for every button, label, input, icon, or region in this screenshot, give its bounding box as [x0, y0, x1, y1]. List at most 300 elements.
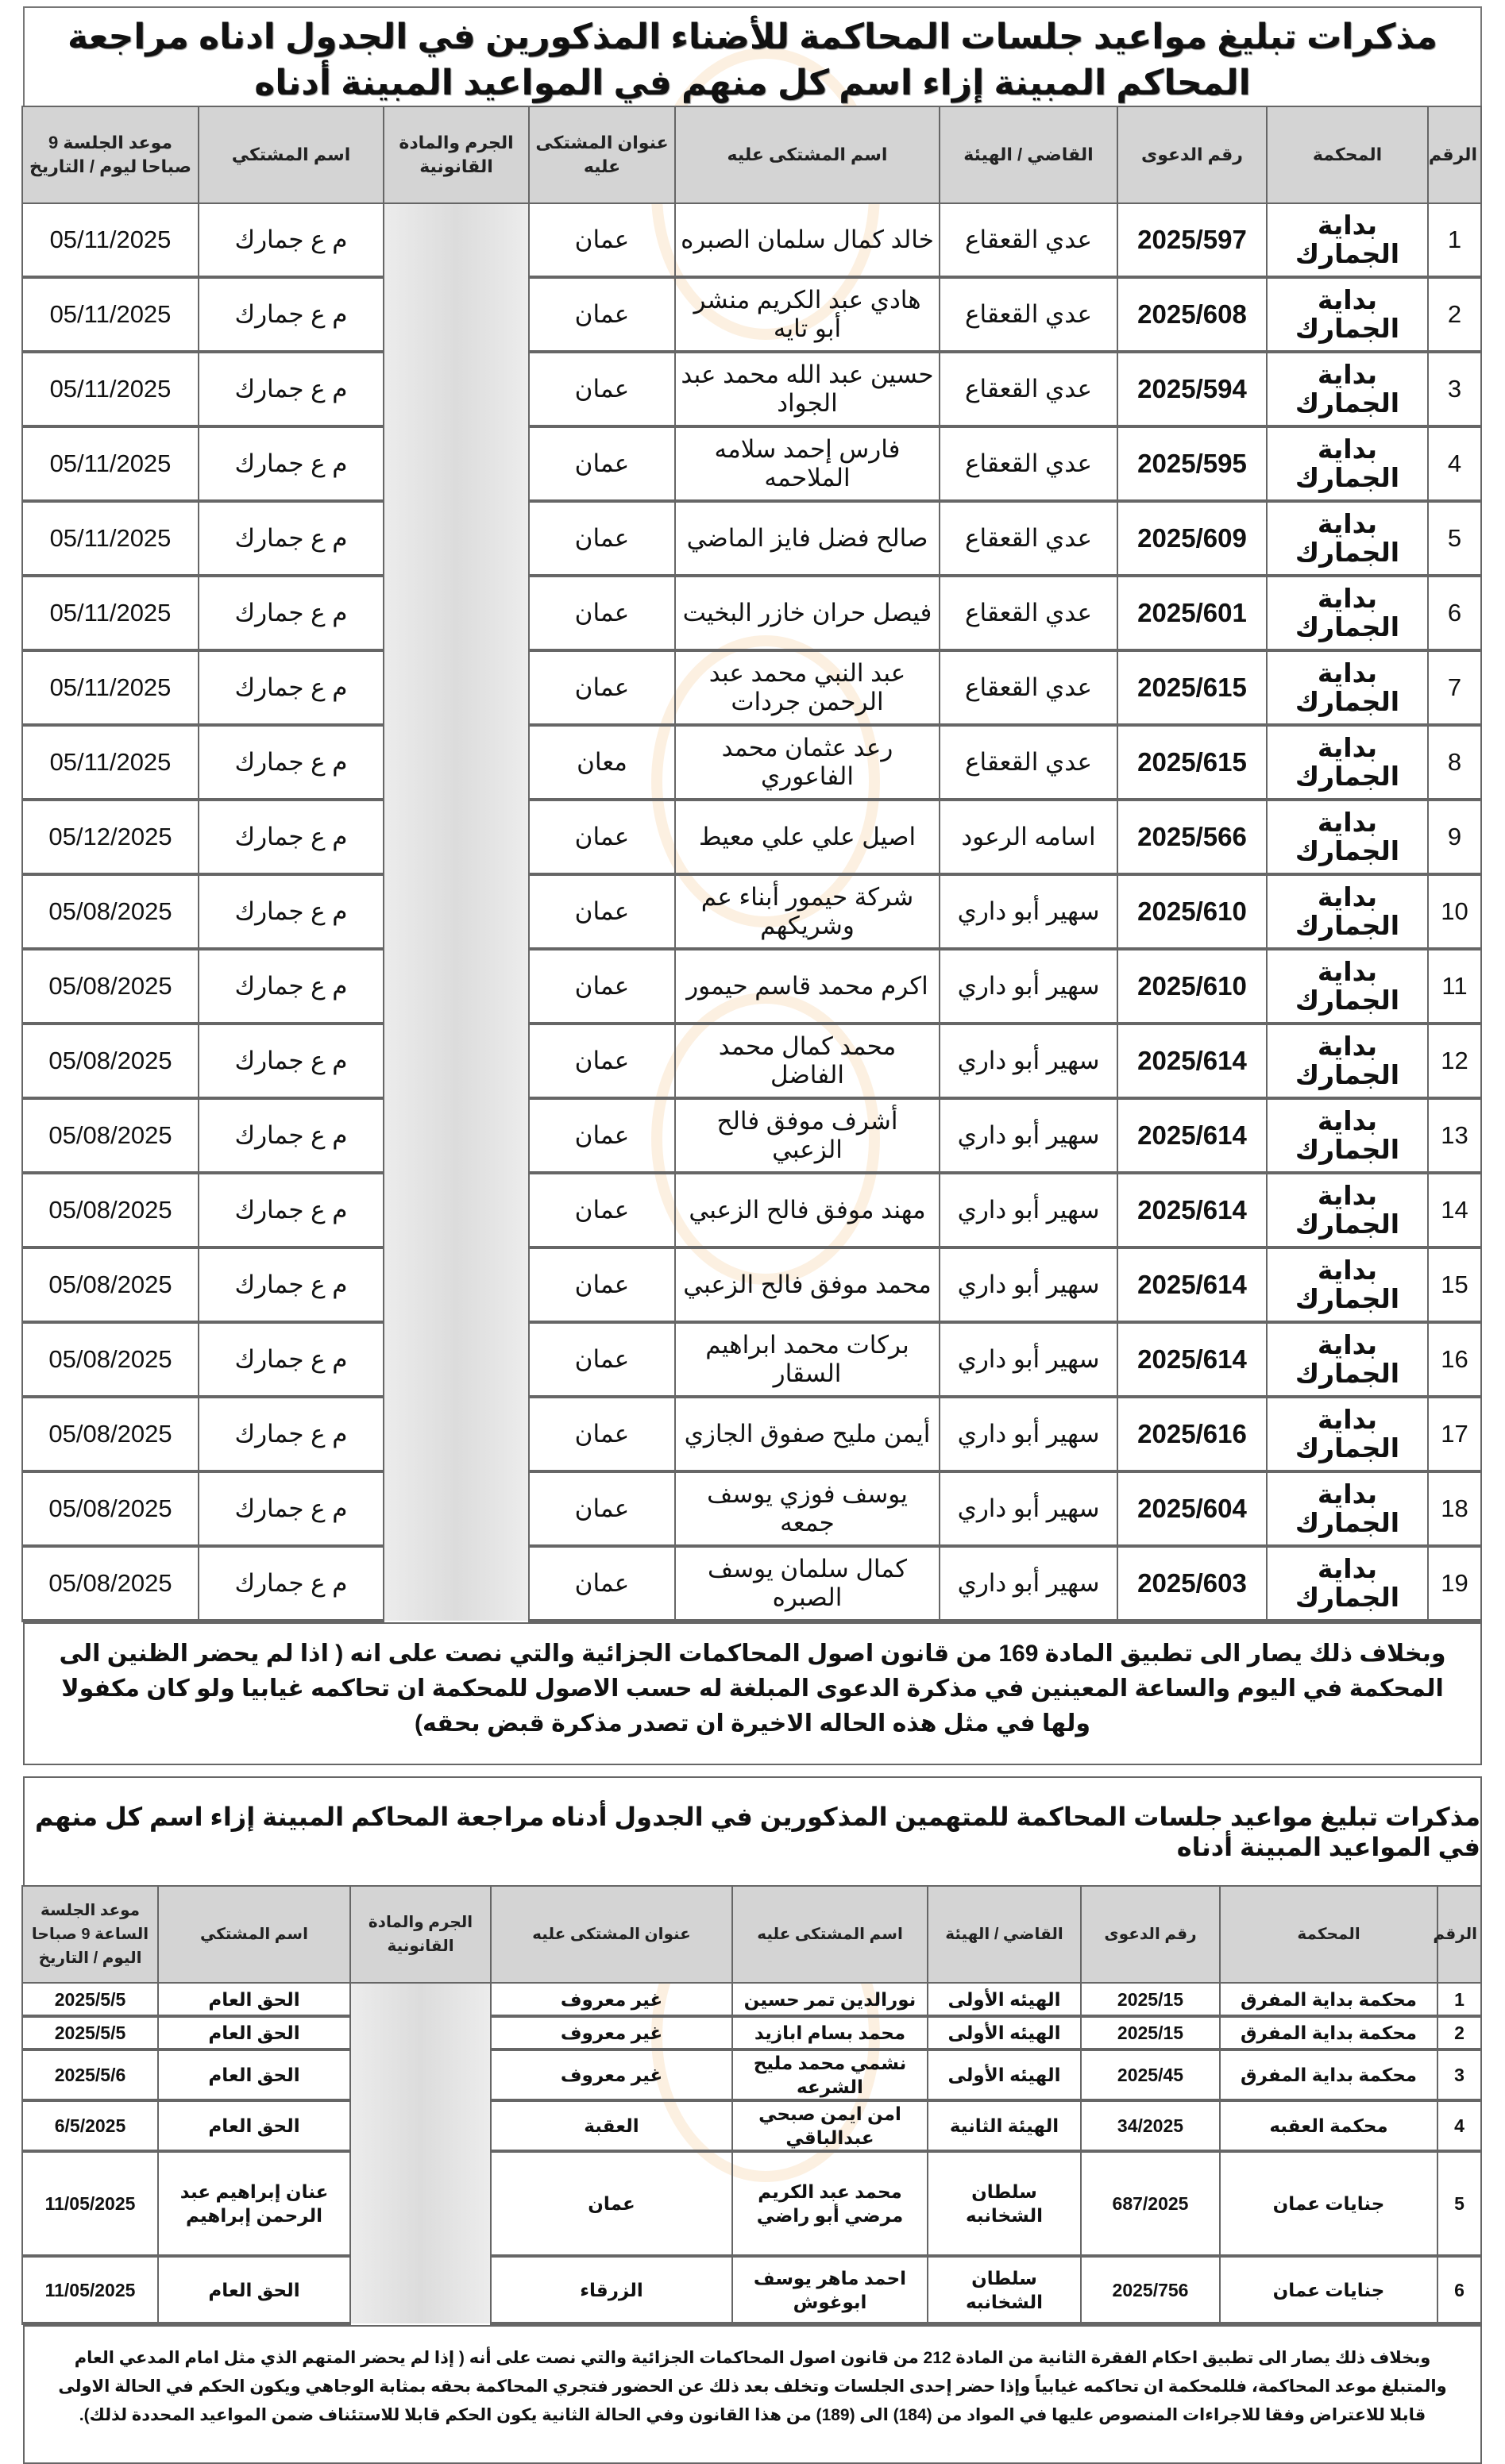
table-row: [22, 1546, 1481, 1621]
defendant-name-text: هادي عبد الكريم منشر أبو تايه: [693, 286, 921, 342]
cell-defendant-name: [675, 1247, 940, 1322]
hearing-date-text: 2025/5/5: [54, 2022, 126, 2043]
defendant-name-text: كمال سلمان يوسف الصبره: [708, 1555, 907, 1611]
cell-defendant-address: [491, 2256, 732, 2323]
table-row: [22, 1098, 1481, 1173]
table-row: [22, 949, 1481, 1024]
cell-number: [1428, 277, 1481, 352]
cell-judge: [940, 1098, 1117, 1173]
plaintiff-name-text: عنان إبراهيم عبد الرحمن إبراهيم: [179, 2181, 329, 2226]
cell-hearing-date: [22, 501, 199, 576]
case-number-text: 2025/603: [1137, 1568, 1247, 1598]
court-text: بداية الجمارك: [1295, 1405, 1400, 1463]
number-text: 1: [1454, 1988, 1464, 2010]
cell-defendant-name: [675, 1098, 940, 1173]
number-text: 14: [1441, 1196, 1468, 1224]
hearing-date-text: 05/08/2025: [48, 1569, 172, 1597]
number-text: 16: [1441, 1345, 1468, 1373]
cell-hearing-date: [22, 2100, 158, 2151]
cell-court: [1220, 2049, 1437, 2100]
cell-judge: [940, 800, 1117, 874]
cell-defendant-name: [675, 1546, 940, 1621]
defendant-name-text: أيمن مليح صفوق الجازي: [684, 1420, 931, 1448]
defendant-address-text: عمان: [574, 1345, 630, 1373]
cell-hearing-date: [22, 1546, 199, 1621]
plaintiff-name-text: الحق العام: [208, 2279, 300, 2300]
hearing-date-text: 05/08/2025: [48, 972, 172, 1000]
redacted-charge-cell: [350, 1983, 491, 2323]
cell-defendant-address: [529, 1471, 675, 1546]
cell-plaintiff-name: [199, 1173, 384, 1247]
plaintiff-name-text: م ع جمارك: [234, 1494, 348, 1522]
defendant-name-text: امن ايمن صبحي عبدالباقي: [758, 2103, 901, 2148]
cell-hearing-date: [22, 1322, 199, 1397]
case-number-text: 2025/15: [1117, 2022, 1184, 2043]
cell-defendant-name: [675, 352, 940, 426]
defendant-name-text: يوسف فوزي يوسف جمعه: [707, 1480, 908, 1537]
column-header-case-number: رقم الدعوى: [1117, 106, 1267, 203]
judge-text: عدي القعقاع: [965, 748, 1092, 776]
cell-hearing-date: [22, 1173, 199, 1247]
court-text: بداية الجمارك: [1295, 360, 1400, 418]
cell-number: [1428, 1024, 1481, 1098]
case-number-text: 2025/756: [1112, 2279, 1189, 2300]
column-header-number: الرقم: [1428, 106, 1481, 203]
court-text: محكمة بداية المفرق: [1240, 2065, 1418, 2085]
cell-court: [1267, 1471, 1428, 1546]
cell-court: [1267, 352, 1428, 426]
number-text: 13: [1441, 1121, 1468, 1149]
cell-judge: [940, 576, 1117, 650]
cell-case-number: [1117, 203, 1267, 277]
cell-judge: [928, 2100, 1081, 2151]
judge-text: سلطان الشخانبه: [965, 2181, 1044, 2226]
cell-number: [1428, 576, 1481, 650]
cell-plaintiff-name: [158, 2256, 350, 2323]
cell-defendant-address: [529, 352, 675, 426]
cell-court: [1267, 1397, 1428, 1471]
cell-hearing-date: [22, 2016, 158, 2049]
case-number-text: 687/2025: [1112, 2193, 1189, 2214]
defendant-name-text: احمد ماهر يوسف ابوغوش: [753, 2267, 907, 2312]
cell-hearing-date: [22, 874, 199, 949]
hearing-date-text: 05/08/2025: [48, 1271, 172, 1298]
cell-defendant-name: [675, 501, 940, 576]
judge-text: اسامه الرعود: [961, 823, 1096, 850]
cell-defendant-address: [529, 1546, 675, 1621]
table-row: [22, 576, 1481, 650]
judge-text: سهير أبو داري: [957, 1420, 1100, 1448]
case-number-text: 2025/609: [1137, 523, 1247, 553]
cell-judge: [940, 203, 1117, 277]
hearing-date-text: 05/12/2025: [48, 823, 172, 850]
table-row: [22, 1173, 1481, 1247]
cell-number: [1437, 2151, 1481, 2256]
cell-defendant-name: [675, 1024, 940, 1098]
defendant-address-text: عمان: [574, 1569, 630, 1597]
hearing-date-text: 05/11/2025: [49, 673, 172, 701]
cell-hearing-date: [22, 1983, 158, 2016]
court-text: بداية الجمارك: [1295, 1330, 1400, 1388]
cell-defendant-address: [491, 1983, 732, 2016]
case-number-text: 2025/614: [1137, 1270, 1247, 1299]
defendant-address-text: عمان: [574, 375, 630, 403]
cell-case-number: [1117, 800, 1267, 874]
hearing-date-text: 2025/5/6: [54, 2065, 126, 2085]
cell-judge: [928, 1983, 1081, 2016]
table-row: [22, 1397, 1481, 1471]
cell-number: [1428, 874, 1481, 949]
table-row: [22, 1247, 1481, 1322]
cell-number: [1428, 426, 1481, 501]
court-text: بداية الجمارك: [1295, 658, 1400, 716]
table-row: [22, 2016, 1481, 2049]
defendant-name-text: شركة حيمور أبناء عم وشريكهم: [700, 883, 914, 939]
cell-plaintiff-name: [199, 576, 384, 650]
cell-plaintiff-name: [199, 1322, 384, 1397]
cell-judge: [928, 2151, 1081, 2256]
number-text: 10: [1441, 897, 1468, 925]
cell-number: [1428, 1173, 1481, 1247]
cell-judge: [940, 1024, 1117, 1098]
cell-defendant-address: [529, 1322, 675, 1397]
court-text: بداية الجمارك: [1295, 733, 1400, 791]
plaintiff-name-text: م ع جمارك: [234, 673, 348, 701]
cell-defendant-name: [675, 203, 940, 277]
court-text: بداية الجمارك: [1295, 882, 1400, 940]
number-text: 6: [1454, 2279, 1464, 2300]
defendant-name-text: أشرف موفق فالح الزعبي: [716, 1107, 898, 1163]
cell-defendant-name: [675, 576, 940, 650]
cell-case-number: [1117, 725, 1267, 800]
hearing-date-text: 2025/5/5: [54, 1988, 126, 2010]
column-header-defendant-name: اسم المشتكى عليه: [732, 1886, 928, 1983]
judge-text: الهيئه الأولى: [947, 2065, 1061, 2085]
judge-text: عدي القعقاع: [965, 300, 1092, 328]
judge-text: سهير أبو داري: [957, 1047, 1100, 1074]
judge-text: سلطان الشخانبه: [965, 2267, 1044, 2312]
cell-case-number: [1117, 352, 1267, 426]
hearing-date-text: 05/08/2025: [48, 1121, 172, 1149]
table-row: [22, 1322, 1481, 1397]
defendant-name-text: بركات محمد ابراهيم السقار: [705, 1331, 909, 1387]
cell-hearing-date: [22, 1397, 199, 1471]
cell-case-number: [1081, 2049, 1220, 2100]
cell-defendant-address: [529, 1024, 675, 1098]
court-text: بداية الجمارك: [1295, 210, 1400, 268]
cell-plaintiff-name: [199, 1024, 384, 1098]
court-text: بداية الجمارك: [1295, 584, 1400, 642]
defendant-address-text: عمان: [574, 823, 630, 850]
defendant-name-text: اصيل علي علي معيط: [698, 823, 917, 850]
judge-text: عدي القعقاع: [965, 673, 1092, 701]
number-text: 1: [1447, 226, 1462, 253]
cell-hearing-date: [22, 277, 199, 352]
cell-judge: [928, 2256, 1081, 2323]
cell-hearing-date: [22, 949, 199, 1024]
cell-defendant-name: [675, 1322, 940, 1397]
number-text: 8: [1447, 748, 1462, 776]
case-number-text: 2025/614: [1137, 1120, 1247, 1150]
legal-note-article-169: وبخلاف ذلك يصار الى تطبيق المادة 169 من قانون اصول المحاكمات الجزائية والتي نصت على انه ( اذا لم يحضر الظنين الى المحكمة في اليوم والساعة المعينين في مذكرة الدعوى المبلغة له حسب الاصول للمحكمة ان تحاكمه غيابيا ولو كان مكفولا ولها في مثل هذه الحاله الاخيرة ان تصدر مذكرة قبض بحقه): [23, 1622, 1482, 1765]
case-number-text: 2025/615: [1137, 673, 1247, 702]
column-header-court: المحكمة: [1267, 106, 1428, 203]
cell-judge: [940, 277, 1117, 352]
cell-number: [1428, 501, 1481, 576]
cell-number: [1437, 2016, 1481, 2049]
cell-judge: [940, 1173, 1117, 1247]
case-number-text: 2025/601: [1137, 598, 1247, 627]
defendant-name-text: رعد عثمان محمد الفاعوري: [721, 734, 893, 790]
judge-text: عدي القعقاع: [965, 226, 1092, 253]
court-text: بداية الجمارك: [1295, 808, 1400, 866]
case-number-text: 2025/594: [1137, 374, 1247, 403]
cell-court: [1220, 2100, 1437, 2151]
cell-case-number: [1117, 501, 1267, 576]
court-text: محكمة بداية المفرق: [1240, 1988, 1418, 2010]
cell-number: [1428, 352, 1481, 426]
judge-text: عدي القعقاع: [965, 449, 1092, 477]
judge-text: الهيئه الأولى: [947, 1988, 1061, 2010]
case-number-text: 2025/610: [1137, 897, 1247, 926]
cell-hearing-date: [22, 800, 199, 874]
number-text: 3: [1454, 2065, 1464, 2085]
cell-defendant-name: [732, 2100, 928, 2151]
hearing-date-text: 05/11/2025: [49, 300, 172, 328]
hearing-date-text: 05/08/2025: [48, 1494, 172, 1522]
table-row: [22, 2151, 1481, 2256]
judge-text: سهير أبو داري: [957, 1121, 1100, 1149]
court-text: بداية الجمارك: [1295, 1554, 1400, 1612]
cell-hearing-date: [22, 1471, 199, 1546]
column-header-defendant-name: اسم المشتكى عليه: [675, 106, 940, 203]
case-number-text: 2025/614: [1137, 1195, 1247, 1224]
cell-defendant-name: [675, 725, 940, 800]
number-text: 11: [1441, 972, 1468, 1000]
case-number-text: 2025/614: [1137, 1046, 1247, 1075]
cell-number: [1428, 1247, 1481, 1322]
court-text: بداية الجمارك: [1295, 1255, 1400, 1313]
court-text: بداية الجمارك: [1295, 1479, 1400, 1537]
table-row: [22, 1983, 1481, 2016]
column-header-judge: القاضي / الهيئة: [940, 106, 1117, 203]
cell-hearing-date: [22, 2256, 158, 2323]
number-text: 4: [1454, 2115, 1464, 2136]
legal-note-article-212: وبخلاف ذلك يصار الى تطبيق احكام الفقرة الثانية من المادة 212 من قانون اصول المحاكمات الجزائية والتي نصت على أنه ( إذا لم يحضر المتهم الذي مثل امام المدعي العام والمتبلغ موعد المحاكمة، فللمحكمة ان تحاكمه غيابياً وإذا حضر إحدى الجلسات وتخلف بعد ذلك عن الحضور فتجري المحاكمة بحقه بمثابة الوجاهي ويكون الحكم في الحالة الاولى قابلا للاعتراض وفقا للاجراءات المنصوص عليها في المواد من (184) الى (189) من هذا القانون وفي الحالة الثانية يكون الحكم قابلا للاستئناف ضمن المواعيد المحددة لذلك).: [23, 2325, 1482, 2464]
cell-case-number: [1081, 2016, 1220, 2049]
court-text: محكمة العقبه: [1269, 2115, 1388, 2136]
cell-court: [1267, 1546, 1428, 1621]
cell-plaintiff-name: [158, 2151, 350, 2256]
column-header-defendant-address: عنوان المشتكى عليه: [529, 106, 675, 203]
cell-number: [1437, 2049, 1481, 2100]
cell-case-number: [1117, 1471, 1267, 1546]
plaintiff-name-text: الحق العام: [208, 2115, 300, 2136]
cell-court: [1267, 874, 1428, 949]
cell-defendant-address: [529, 650, 675, 725]
court-text: بداية الجمارك: [1295, 957, 1400, 1015]
hearing-date-text: 05/11/2025: [49, 226, 172, 253]
plaintiff-name-text: م ع جمارك: [234, 226, 348, 253]
cell-case-number: [1117, 949, 1267, 1024]
table-row: [22, 352, 1481, 426]
cell-hearing-date: [22, 2049, 158, 2100]
number-text: 5: [1454, 2193, 1464, 2214]
cell-plaintiff-name: [199, 1546, 384, 1621]
judge-text: الهيئة الثانية: [949, 2115, 1059, 2136]
cell-defendant-name: [675, 949, 940, 1024]
plaintiff-name-text: م ع جمارك: [234, 1420, 348, 1448]
defendant-address-text: عمان: [574, 972, 630, 1000]
number-text: 18: [1441, 1494, 1468, 1522]
defendant-name-text: مهند موفق فالح الزعبي: [689, 1196, 926, 1224]
case-number-text: 2025/595: [1137, 449, 1247, 478]
hearing-date-text: 05/08/2025: [48, 1420, 172, 1448]
cell-court: [1220, 2151, 1437, 2256]
cell-court: [1267, 800, 1428, 874]
defendant-address-text: عمان: [574, 524, 630, 552]
cell-judge: [940, 1247, 1117, 1322]
column-header-hearing-date: موعد الجلسة الساعة 9 صباحا اليوم / التاريخ: [22, 1886, 158, 1983]
judge-text: سهير أبو داري: [957, 1345, 1100, 1373]
column-header-plaintiff-name: اسم المشتكي: [199, 106, 384, 203]
plaintiff-name-text: م ع جمارك: [234, 300, 348, 328]
cell-court: [1267, 1247, 1428, 1322]
hearing-date-text: 05/08/2025: [48, 1196, 172, 1224]
plaintiff-name-text: م ع جمارك: [234, 823, 348, 850]
cell-court: [1267, 203, 1428, 277]
cell-defendant-address: [529, 426, 675, 501]
cell-hearing-date: [22, 650, 199, 725]
cell-case-number: [1117, 1546, 1267, 1621]
cell-court: [1267, 725, 1428, 800]
defendant-name-text: محمد موفق فالح الزعبي: [683, 1271, 932, 1298]
cell-defendant-address: [529, 1397, 675, 1471]
number-text: 3: [1447, 375, 1462, 403]
defendant-address-text: عمان: [574, 599, 630, 627]
cell-number: [1428, 1397, 1481, 1471]
cell-plaintiff-name: [199, 874, 384, 949]
cell-plaintiff-name: [199, 1471, 384, 1546]
cell-defendant-name: [732, 2256, 928, 2323]
cell-case-number: [1117, 1397, 1267, 1471]
cell-defendant-name: [675, 1397, 940, 1471]
defendant-name-text: اكرم محمد قاسم حيمور: [686, 972, 928, 1000]
cell-judge: [940, 650, 1117, 725]
judge-text: الهيئه الأولى: [947, 2022, 1061, 2043]
defendant-address-text: الزرقاء: [580, 2279, 643, 2300]
judge-text: سهير أبو داري: [957, 1196, 1100, 1224]
cell-case-number: [1117, 1098, 1267, 1173]
case-number-text: 2025/566: [1137, 822, 1247, 851]
cell-defendant-name: [675, 1173, 940, 1247]
defendant-address-text: عمان: [574, 673, 630, 701]
table-row: [22, 2256, 1481, 2323]
cell-defendant-address: [529, 1098, 675, 1173]
cell-defendant-address: [529, 949, 675, 1024]
defendant-name-text: عبد النبي محمد عبد الرحمن جردات: [708, 659, 906, 715]
hearing-date-text: 05/11/2025: [49, 375, 172, 403]
cell-defendant-address: [529, 501, 675, 576]
cell-plaintiff-name: [199, 352, 384, 426]
cell-number: [1428, 1546, 1481, 1621]
plaintiff-name-text: م ع جمارك: [234, 1345, 348, 1373]
title-defendant-notices: مذكرات تبليغ مواعيد جلسات المحاكمة للمتهمين المذكورين في الجدول أدناه مراجعة المحاكم المبينة إزاء اسم كل منهم في المواعيد المبينة أدناه: [23, 1776, 1482, 1885]
cell-plaintiff-name: [199, 800, 384, 874]
plaintiff-name-text: م ع جمارك: [234, 748, 348, 776]
number-text: 17: [1441, 1420, 1468, 1448]
cell-number: [1428, 800, 1481, 874]
table-row: [22, 800, 1481, 874]
cell-judge: [940, 874, 1117, 949]
court-text: محكمة بداية المفرق: [1240, 2022, 1418, 2043]
cell-court: [1267, 949, 1428, 1024]
court-text: بداية الجمارك: [1295, 1106, 1400, 1164]
defendant-address-text: معان: [577, 748, 627, 776]
cell-defendant-address: [529, 1173, 675, 1247]
cell-defendant-name: [732, 2016, 928, 2049]
case-number-text: 2025/614: [1137, 1344, 1247, 1374]
column-header-number: الرقم: [1437, 1886, 1481, 1983]
cell-plaintiff-name: [199, 203, 384, 277]
cell-judge: [940, 352, 1117, 426]
court-text: بداية الجمارك: [1295, 1031, 1400, 1089]
cell-number: [1437, 2256, 1481, 2323]
cell-defendant-address: [529, 800, 675, 874]
cell-case-number: [1117, 1024, 1267, 1098]
cell-number: [1428, 949, 1481, 1024]
cell-court: [1220, 1983, 1437, 2016]
column-header-case-number: رقم الدعوى: [1081, 1886, 1220, 1983]
cell-number: [1428, 650, 1481, 725]
number-text: 2: [1447, 300, 1462, 328]
cell-case-number: [1081, 1983, 1220, 2016]
plaintiff-name-text: م ع جمارك: [234, 972, 348, 1000]
hearing-date-text: 05/08/2025: [48, 1345, 172, 1373]
table-row: [22, 2100, 1481, 2151]
court-text: بداية الجمارك: [1295, 1181, 1400, 1239]
number-text: 6: [1447, 599, 1462, 627]
judge-text: عدي القعقاع: [965, 524, 1092, 552]
defendant-address-text: عمان: [574, 1420, 630, 1448]
cell-court: [1267, 501, 1428, 576]
number-text: 2: [1454, 2022, 1464, 2043]
defendant-name-text: فيصل حران خازر البخيت: [682, 599, 932, 627]
cell-case-number: [1117, 650, 1267, 725]
plaintiff-name-text: م ع جمارك: [234, 897, 348, 925]
court-text: بداية الجمارك: [1295, 509, 1400, 567]
defendant-address-text: عمان: [574, 897, 630, 925]
case-number-text: 2025/615: [1137, 747, 1247, 777]
defendant-name-text: محمد كمال محمد الفاضل: [718, 1032, 897, 1089]
cell-hearing-date: [22, 1098, 199, 1173]
redacted-charge-cell: [384, 203, 529, 1621]
hearing-date-text: 05/08/2025: [48, 897, 172, 925]
plaintiff-name-text: م ع جمارك: [234, 524, 348, 552]
hearings-table-2: [21, 1885, 1482, 2325]
column-header-charge: الجرم والمادة القانونية: [384, 106, 529, 203]
table-row: [22, 277, 1481, 352]
case-number-text: 2025/616: [1137, 1419, 1247, 1448]
cell-case-number: [1117, 277, 1267, 352]
hearing-date-text: 11/05/2025: [44, 2193, 136, 2214]
defendant-address-text: عمان: [574, 1494, 630, 1522]
judge-text: عدي القعقاع: [965, 599, 1092, 627]
hearing-date-text: 11/05/2025: [44, 2279, 136, 2300]
plaintiff-name-text: الحق العام: [208, 2065, 300, 2085]
cell-hearing-date: [22, 203, 199, 277]
cell-plaintiff-name: [199, 725, 384, 800]
